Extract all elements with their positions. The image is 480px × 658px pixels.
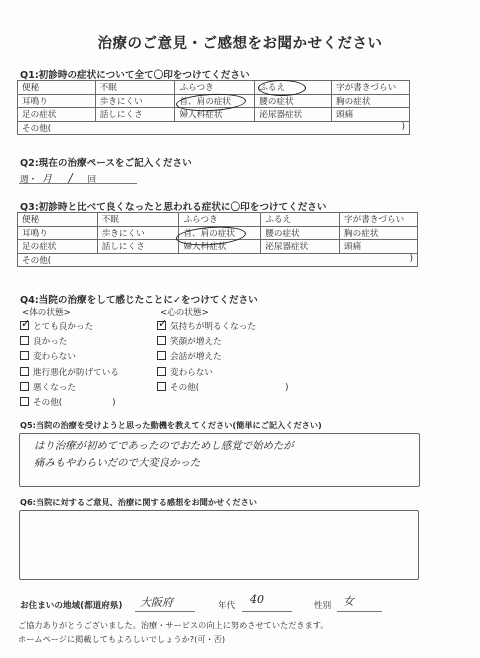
mind-option[interactable] bbox=[157, 366, 289, 381]
body-option[interactable] bbox=[20, 366, 119, 381]
symptom-cell[interactable]: 婦人科症状 bbox=[179, 240, 261, 254]
other-cell[interactable] bbox=[18, 121, 410, 135]
q5-heading: Q5:当院の治療を受けようと思った動機を教えてください(簡単にご記入ください) bbox=[20, 420, 322, 430]
q5-answer-line-2: 痛みもやわらいだので大変良かった bbox=[34, 457, 201, 469]
option-label: 笑顔が増えた bbox=[170, 337, 222, 348]
checkbox-icon[interactable] bbox=[157, 367, 166, 376]
symptom-cell[interactable]: 字が書きづらい bbox=[340, 213, 418, 227]
q4-body-header: <体の状態> bbox=[22, 308, 71, 318]
symptom-cell[interactable]: 話しにくさ bbox=[95, 108, 175, 122]
symptom-cell[interactable]: ふるえ bbox=[255, 81, 332, 95]
symptom-cell[interactable]: 不眠 bbox=[97, 213, 179, 227]
option-label: 悪くなった bbox=[33, 382, 76, 393]
gender-label: 性別 bbox=[314, 601, 332, 611]
symptom-cell[interactable]: 歩きにくい bbox=[95, 94, 175, 108]
checkbox-icon[interactable] bbox=[20, 367, 29, 376]
mind-option[interactable] bbox=[157, 320, 289, 335]
other-label: その他( bbox=[22, 123, 52, 134]
option-label: 変わらない bbox=[170, 367, 213, 378]
symptom-cell[interactable]: 胸の症状 bbox=[332, 94, 410, 108]
pace-field[interactable] bbox=[20, 170, 137, 185]
mind-option[interactable] bbox=[157, 350, 289, 365]
table-row bbox=[18, 253, 418, 267]
q4-mind-list bbox=[157, 320, 289, 396]
q4-body-list bbox=[20, 320, 119, 411]
option-label: 変わらない bbox=[33, 352, 76, 363]
region-value[interactable]: 大阪府 bbox=[140, 596, 173, 609]
symptom-cell[interactable]: 歩きにくい bbox=[97, 226, 179, 240]
age-label: 年代 bbox=[218, 601, 236, 611]
checkbox-checked-icon[interactable] bbox=[157, 321, 166, 330]
pace-underline bbox=[19, 183, 137, 184]
body-option[interactable] bbox=[20, 335, 119, 350]
option-label: 良かった bbox=[33, 337, 68, 348]
option-label: 会話が増えた bbox=[170, 352, 222, 363]
checkbox-icon[interactable] bbox=[157, 336, 166, 345]
checkbox-icon[interactable] bbox=[157, 382, 166, 391]
symptom-cell[interactable]: ふらつき bbox=[175, 81, 255, 95]
symptom-cell[interactable]: ふらつき bbox=[179, 213, 261, 227]
age-value[interactable]: 40 bbox=[250, 593, 264, 606]
table-row bbox=[18, 121, 410, 135]
region-underline bbox=[135, 611, 195, 612]
option-label: 進行悪化が防げている bbox=[33, 367, 119, 378]
thanks-text: ご協力ありがとうございました。治療・サービスの向上に努めさせていただきます。 bbox=[18, 620, 329, 630]
q1-heading: Q1:初診時の症状について全て〇印をつけてください bbox=[20, 70, 250, 81]
symptom-cell[interactable]: 頭痛 bbox=[332, 108, 410, 122]
checkbox-icon[interactable] bbox=[157, 351, 166, 360]
q5-answer-box[interactable] bbox=[19, 433, 420, 487]
symptom-cell[interactable]: 泌尿器症状 bbox=[261, 240, 340, 254]
symptom-cell[interactable]: 胸の症状 bbox=[340, 226, 418, 240]
body-option[interactable] bbox=[20, 381, 119, 396]
option-label: 気持ちが明るくなった bbox=[170, 322, 256, 332]
option-label: その他( bbox=[33, 398, 63, 409]
symptom-cell[interactable]: ふるえ bbox=[261, 213, 340, 227]
q4-mind-header: <心の状態> bbox=[160, 308, 209, 318]
symptom-cell[interactable]: 便秘 bbox=[18, 81, 96, 95]
symptom-cell[interactable]: 腰の症状 bbox=[255, 94, 332, 108]
symptom-cell[interactable]: 頭痛 bbox=[340, 240, 418, 254]
q2-heading: Q2:現在の治療ペースをご記入ください bbox=[20, 158, 192, 169]
publish-consent-question: ホームページに掲載してもよろしいでしょうか?(可・否) bbox=[18, 634, 226, 644]
checkbox-icon[interactable] bbox=[20, 336, 29, 345]
age-underline bbox=[242, 611, 292, 612]
pace-handwritten-month: 月 bbox=[41, 174, 52, 185]
other-close: ) bbox=[285, 382, 289, 393]
symptom-cell[interactable]: 足の症状 bbox=[18, 108, 96, 122]
option-label: とても良かった bbox=[33, 322, 94, 332]
symptom-cell[interactable]: 首、肩の症状 bbox=[175, 94, 255, 108]
q4-heading: Q4:当院の治療をして感じたことに✓をつけてください bbox=[20, 295, 258, 306]
symptom-cell[interactable]: 耳鳴り bbox=[18, 94, 96, 108]
circle-mark bbox=[258, 80, 306, 96]
table-row bbox=[18, 81, 410, 95]
q5-answer-line-1: はり治療が初めてであったのでおためし感覚で始めたが bbox=[34, 440, 294, 452]
other-close: ) bbox=[112, 398, 116, 409]
symptom-cell[interactable]: 話しにくさ bbox=[97, 240, 179, 254]
checkbox-checked-icon[interactable] bbox=[20, 321, 29, 330]
q6-heading: Q6:当院に対するご意見、治療に関する感想をお聞かせください bbox=[20, 497, 257, 507]
gender-value[interactable]: 女 bbox=[343, 595, 354, 608]
checkbox-icon[interactable] bbox=[20, 351, 29, 360]
body-option[interactable] bbox=[20, 350, 119, 365]
q3-heading: Q3:初診時と比べて良くなったと思われる症状に〇印をつけてください bbox=[20, 202, 327, 213]
other-label: その他( bbox=[22, 255, 52, 266]
q6-answer-box[interactable] bbox=[19, 510, 419, 580]
symptom-cell[interactable]: 耳鳴り bbox=[18, 226, 98, 240]
option-label: その他( bbox=[170, 382, 200, 393]
symptom-cell[interactable]: 不眠 bbox=[95, 81, 175, 95]
pace-slash: / bbox=[68, 171, 73, 185]
body-option[interactable] bbox=[20, 396, 119, 411]
other-close: ) bbox=[401, 121, 405, 132]
region-label: お住まいの地域(都道府県) bbox=[20, 601, 123, 611]
checkbox-icon[interactable] bbox=[20, 397, 29, 406]
symptom-cell[interactable]: 腰の症状 bbox=[261, 226, 340, 240]
pace-prefix: 週・ bbox=[20, 175, 38, 185]
other-cell[interactable] bbox=[18, 253, 418, 267]
table-row bbox=[18, 213, 418, 227]
body-option[interactable] bbox=[20, 320, 119, 335]
symptom-cell[interactable]: 足の症状 bbox=[18, 240, 98, 254]
symptom-cell[interactable]: 婦人科症状 bbox=[175, 108, 255, 122]
symptom-cell[interactable]: 泌尿器症状 bbox=[255, 108, 332, 122]
symptom-cell[interactable]: 字が書きづらい bbox=[332, 81, 410, 95]
page-title: 治療のご意見・ご感想をお聞かせください bbox=[97, 36, 383, 52]
pace-times-label: 回 bbox=[87, 175, 97, 185]
mind-option[interactable] bbox=[157, 381, 289, 396]
other-close: ) bbox=[409, 253, 413, 264]
mind-option[interactable] bbox=[157, 335, 289, 350]
checkbox-icon[interactable] bbox=[20, 382, 29, 391]
symptom-cell[interactable]: 便秘 bbox=[18, 213, 98, 227]
symptom-cell[interactable]: 首、肩の症状 bbox=[179, 226, 261, 240]
gender-underline bbox=[337, 611, 382, 612]
